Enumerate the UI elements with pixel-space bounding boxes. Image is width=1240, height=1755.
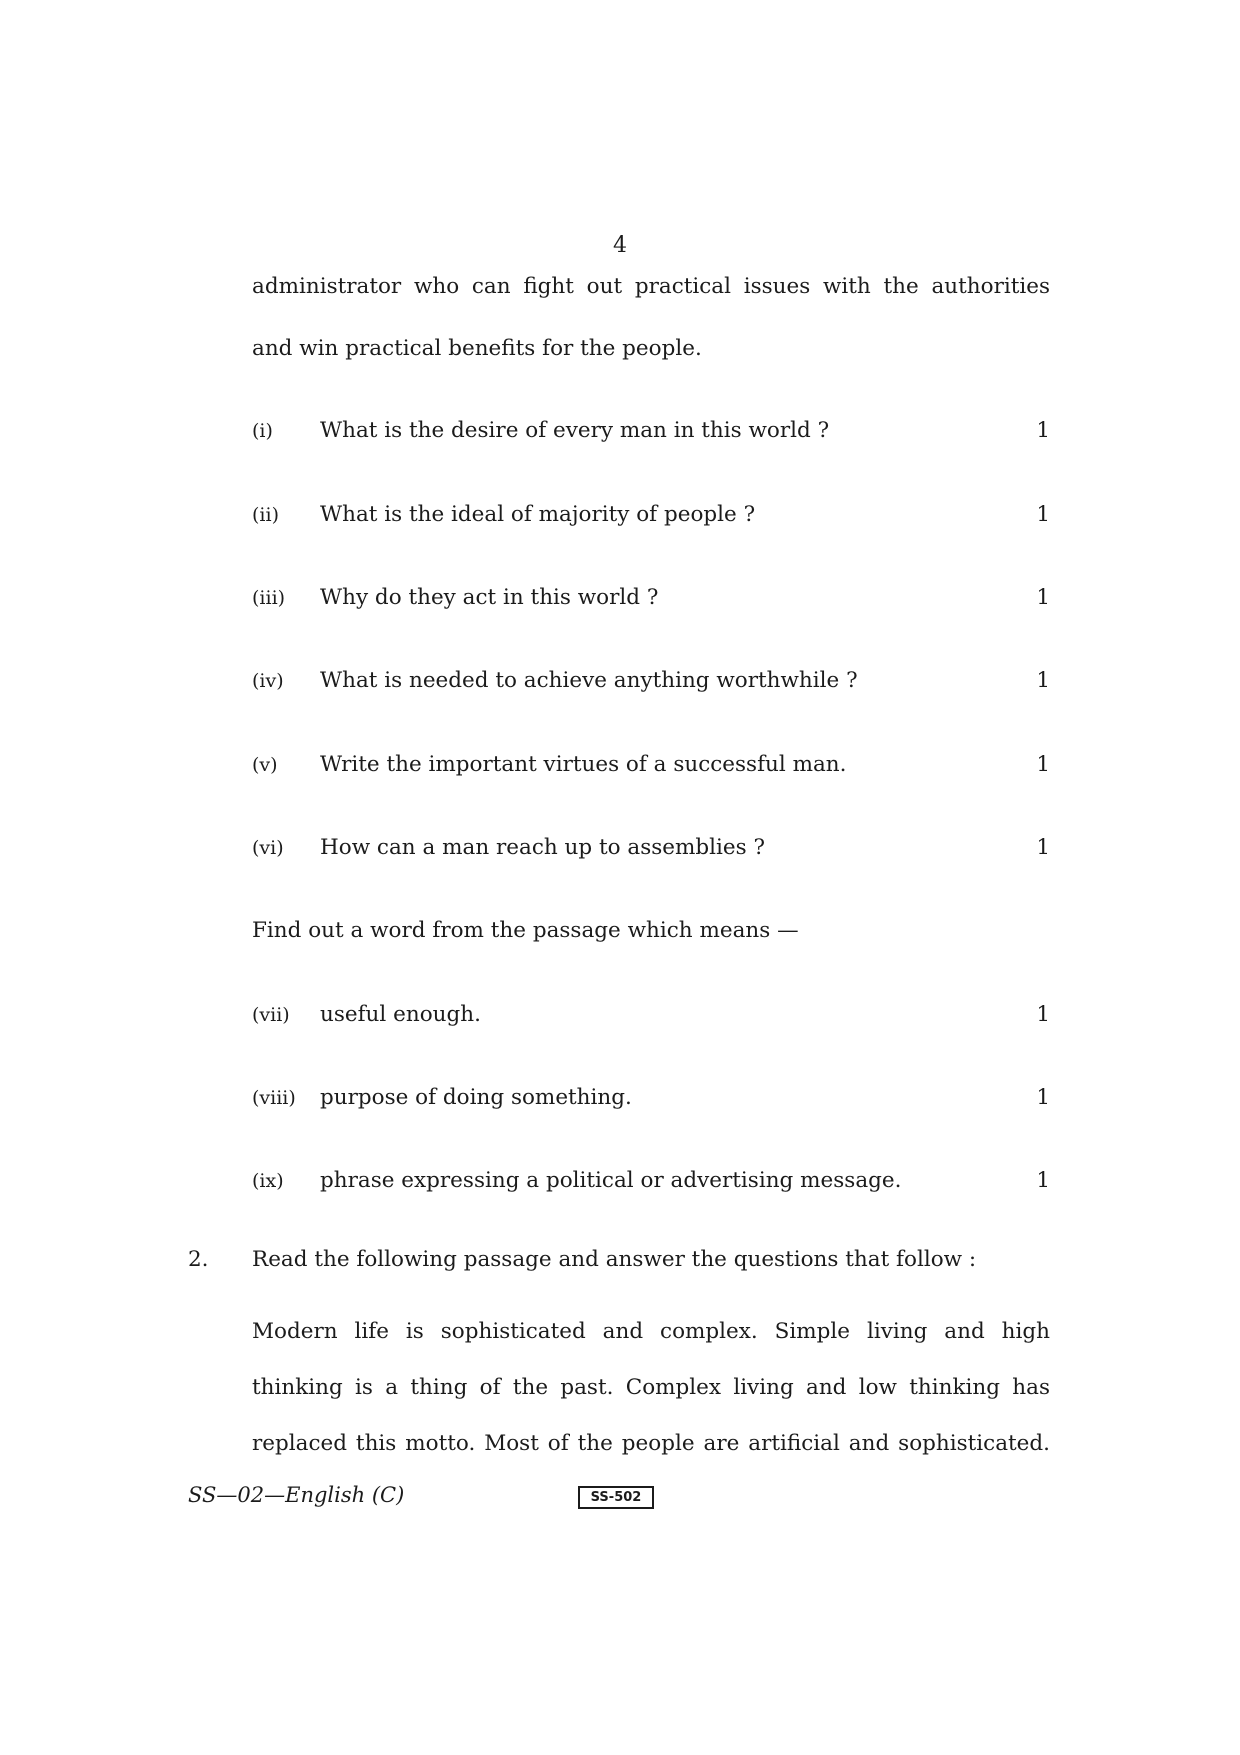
- page-number: 4: [613, 233, 627, 258]
- question-text: purpose of doing something.: [320, 1085, 632, 1110]
- question-row: [252, 500, 1050, 530]
- question-text: What is the desire of every man in this world ?: [320, 418, 830, 443]
- question-marks: 1: [1036, 668, 1050, 693]
- question-number: (v): [252, 754, 278, 776]
- passage-line: and win practical benefits for the people.: [252, 336, 702, 361]
- question-marks: 1: [1036, 502, 1050, 527]
- question-number: (ix): [252, 1170, 284, 1192]
- question-row: [252, 1166, 1050, 1196]
- question-row: [252, 1000, 1050, 1030]
- question-2-number: 2.: [188, 1247, 209, 1272]
- question-row: [252, 833, 1050, 863]
- question-text: Write the important virtues of a successful man.: [320, 752, 847, 777]
- question-number: (i): [252, 420, 273, 442]
- question-number: (ii): [252, 504, 279, 526]
- question-2-instruction: Read the following passage and answer the questions that follow :: [252, 1247, 977, 1272]
- question-text: How can a man reach up to assemblies ?: [320, 835, 766, 860]
- question-number: (iii): [252, 587, 286, 609]
- footer-code-box: SS-502: [578, 1486, 654, 1509]
- question-text: useful enough.: [320, 1002, 481, 1027]
- question-marks: 1: [1036, 835, 1050, 860]
- question-text: phrase expressing a political or advertising message.: [320, 1168, 902, 1193]
- passage-line: thinking is a thing of the past. Complex living and low thinking has: [252, 1375, 1050, 1400]
- question-number: (viii): [252, 1087, 296, 1109]
- passage-line: replaced this motto. Most of the people are artificial and sophisticated.: [252, 1431, 1050, 1456]
- question-text: What is needed to achieve anything worthwhile ?: [320, 668, 858, 693]
- vocab-instruction: Find out a word from the passage which means —: [252, 918, 799, 943]
- footer-paper-code: SS—02—English (C): [188, 1483, 405, 1507]
- question-row: [252, 583, 1050, 613]
- question-text: Why do they act in this world ?: [320, 585, 659, 610]
- question-number: (vi): [252, 837, 284, 859]
- question-row: [252, 1083, 1050, 1113]
- passage-line: Modern life is sophisticated and complex. Simple living and high: [252, 1319, 1050, 1344]
- passage-line: administrator who can fight out practical issues with the authorities: [252, 274, 1050, 299]
- question-number: (vii): [252, 1004, 290, 1026]
- question-marks: 1: [1036, 1085, 1050, 1110]
- question-row: [252, 416, 1050, 446]
- question-marks: 1: [1036, 1002, 1050, 1027]
- question-text: What is the ideal of majority of people ?: [320, 502, 756, 527]
- question-number: (iv): [252, 670, 284, 692]
- question-marks: 1: [1036, 1168, 1050, 1193]
- question-marks: 1: [1036, 418, 1050, 443]
- question-marks: 1: [1036, 752, 1050, 777]
- question-row: [252, 750, 1050, 780]
- question-row: [252, 666, 1050, 696]
- question-marks: 1: [1036, 585, 1050, 610]
